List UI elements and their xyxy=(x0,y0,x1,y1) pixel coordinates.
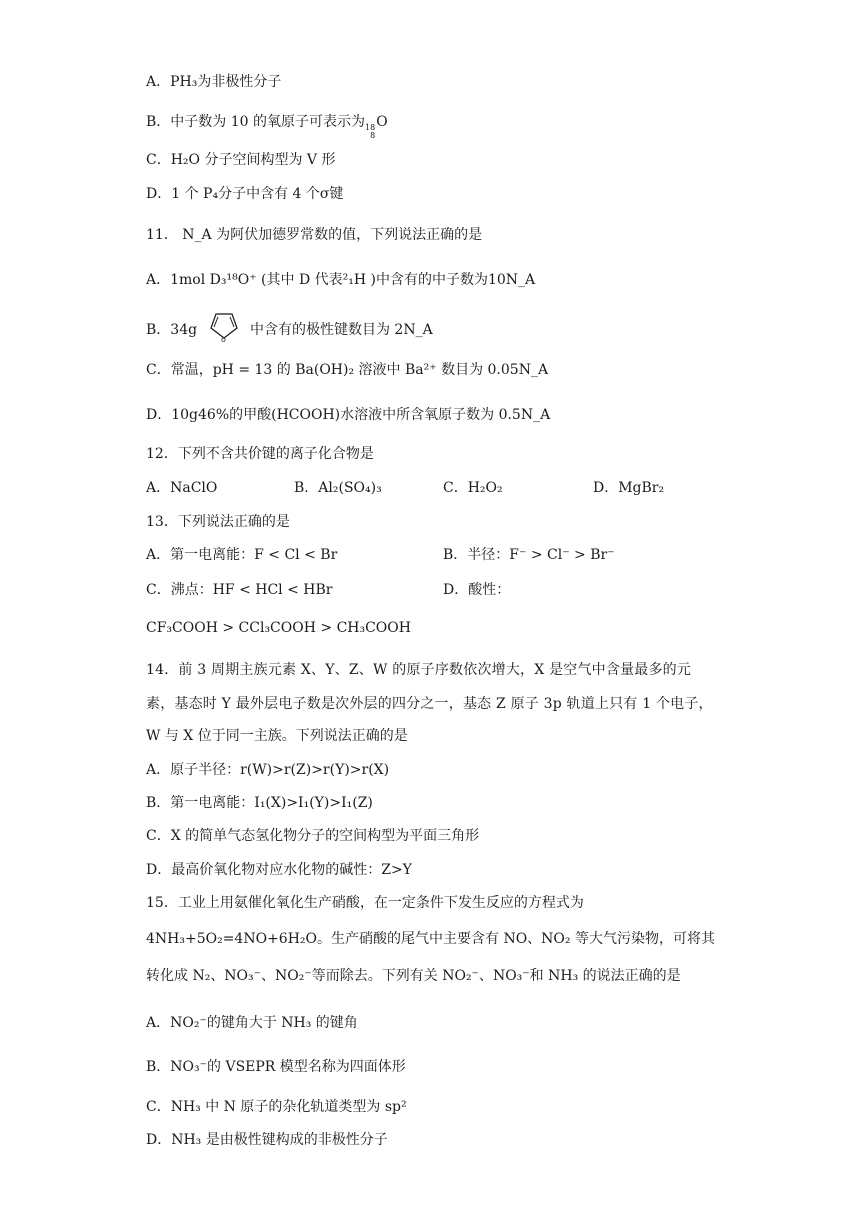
q14-stem-line-2: 素，基态时 Y 最外层电子数是次外层的四分之一，基态 Z 原子 3p 轨道上只有 1 个电子， xyxy=(146,696,713,712)
q15-option-b: B．NO₃⁻的 VSEPR 模型名称为四面体形 xyxy=(146,1059,406,1075)
furan-structure-icon xyxy=(206,312,242,344)
q14-option-c: C．X 的简单气态氢化物分子的空间构型为平面三角形 xyxy=(146,828,480,844)
q13-stem: 13．下列说法正确的是 xyxy=(146,514,290,530)
q11-option-a: A．1mol D₃¹⁸O⁺ (其中 D 代表²₁H )中含有的中子数为10N_A xyxy=(146,272,536,288)
q12-option-b: B．Al₂(SO₄)₃ xyxy=(294,480,382,496)
q15-option-d: D．NH₃ 是由极性键构成的非极性分子 xyxy=(146,1132,388,1148)
q10-option-b-text: B．中子数为 10 的氧原子可表示为 xyxy=(146,114,366,130)
q15-stem-line-1: 15．工业上用氨催化氧化生产硝酸，在一定条件下发生反应的方程式为 xyxy=(146,895,584,911)
q13-option-a: A．第一电离能：F < Cl < Br xyxy=(146,547,338,563)
q12-option-a: A．NaClO xyxy=(146,480,218,496)
q13-option-c: C．沸点：HF < HCl < HBr xyxy=(146,582,333,598)
q10-option-d: D．1 个 P₄分子中含有 4 个σ键 xyxy=(146,186,344,202)
isotope-symbol: O xyxy=(376,114,388,130)
q15-stem-line-3: 转化成 N₂、NO₃⁻、NO₂⁻等而除去。下列有关 NO₂⁻、NO₃⁻和 NH₃ 的说法正确的是 xyxy=(146,968,681,984)
q15-option-a: A．NO₂⁻的键角大于 NH₃ 的键角 xyxy=(146,1015,358,1031)
q11-option-c: C．常温，pH = 13 的 Ba(OH)₂ 溶液中 Ba²⁺ 数目为 0.05N_A xyxy=(146,362,549,378)
q12-stem: 12．下列不含共价键的离子化合物是 xyxy=(146,446,374,462)
q12-option-c: C．H₂O₂ xyxy=(443,480,503,496)
q10-option-c: C．H₂O 分子空间构型为 V 形 xyxy=(146,152,336,168)
q11-option-b-post: 中含有的极性键数目为 2N_A xyxy=(249,322,433,338)
q14-option-a: A．原子半径：r(W)>r(Z)>r(Y)>r(X) xyxy=(146,762,390,778)
q14-option-b: B．第一电离能：I₁(X)>I₁(Y)>I₁(Z) xyxy=(146,795,373,811)
q10-option-b xyxy=(146,112,388,140)
q11-option-b xyxy=(146,312,433,344)
q14-stem-line-1: 14．前 3 周期主族元素 X、Y、Z、W 的原子序数依次增大，X 是空气中含量最多的元 xyxy=(146,662,692,678)
q12-option-d: D．MgBr₂ xyxy=(593,480,665,496)
q15-stem-line-2: 4NH₃+5O₂=4NO+6H₂O。生产硝酸的尾气中主要含有 NO、NO₂ 等大气污染物，可将其 xyxy=(146,931,715,947)
q14-stem-line-3: W 与 X 位于同一主族。下列说法正确的是 xyxy=(146,728,408,744)
q11-stem: 11． N_A 为阿伏加德罗常数的值，下列说法正确的是 xyxy=(146,227,483,243)
q13-option-b: B．半径：F⁻ > Cl⁻ > Br⁻ xyxy=(443,547,615,563)
q11-option-b-pre: B．34g xyxy=(146,322,198,338)
q13-option-d: D．酸性： xyxy=(443,582,511,598)
svg-text:o: o xyxy=(220,335,226,344)
isotope-notation: 18 8 xyxy=(365,123,376,140)
q11-option-d: D．10g46%的甲酸(HCOOH)水溶液中所含氧原子数为 0.5N_A xyxy=(146,407,551,423)
q10-option-a: A．PH₃为非极性分子 xyxy=(146,74,282,90)
q13-option-d-continuation: CF₃COOH > CCl₃COOH > CH₃COOH xyxy=(146,620,411,636)
q15-option-c: C．NH₃ 中 N 原子的杂化轨道类型为 sp² xyxy=(146,1099,407,1115)
q14-option-d: D．最高价氧化物对应水化物的碱性：Z>Y xyxy=(146,862,412,878)
